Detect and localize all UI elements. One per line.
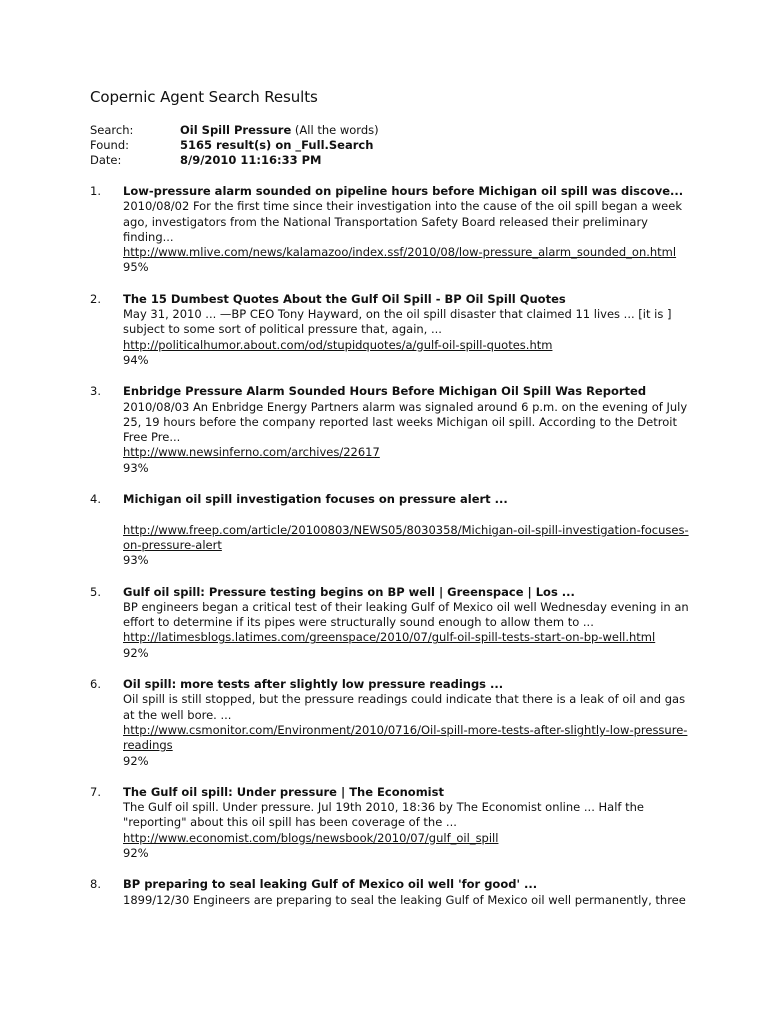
result-body (123, 785, 690, 861)
result-url-link[interactable]: http://www.csmonitor.com/Environment/2010/0716/Oil-spill-more-tests-after-slightly-low-pressure-readings (123, 722, 688, 753)
found-count: 5165 result(s) on _Full.Search (180, 138, 374, 152)
result-url-link[interactable]: http://www.newsinferno.com/archives/22617 (123, 445, 380, 460)
result-snippet: Oil spill is still stopped, but the pressure readings could indicate that there is a leak of oil and gas at the well bore. ... (123, 692, 686, 722)
result-snippet: 2010/08/02 For the first time since their investigation into the cause of the oil spill began a week ago, investigators from the National Transportation Safety Board released their preliminary finding... (123, 199, 682, 244)
result-body (123, 492, 690, 568)
result-body (123, 292, 690, 368)
result-title: Michigan oil spill investigation focuses on pressure alert ... (123, 492, 508, 507)
search-mode: (All the words) (291, 123, 379, 137)
meta-search-label: Search: (90, 123, 134, 137)
result-title: Oil spill: more tests after slightly low pressure readings ... (123, 677, 504, 692)
search-query: Oil Spill Pressure (180, 123, 292, 137)
result-number: 1. (90, 184, 101, 198)
meta-found-row (90, 138, 690, 153)
result-snippet: 1899/12/30 Engineers are preparing to seal the leaking Gulf of Mexico oil well permanently, three (123, 892, 686, 907)
result-url-link[interactable]: http://www.freep.com/article/20100803/NEWS05/8030358/Michigan-oil-spill-investigation-focuses-on-pressure-alert (123, 522, 689, 552)
meta-date-row (90, 153, 690, 168)
result-title: Gulf oil spill: Pressure testing begins on BP well | Greenspace | Los ... (123, 584, 575, 599)
result-body (123, 877, 690, 908)
result-relevance-score: 92% (123, 845, 149, 860)
result-url-link[interactable]: http://latimesblogs.latimes.com/greenspace/2010/07/gulf-oil-spill-tests-start-on-bp-well.html (123, 630, 656, 645)
result-url-link[interactable]: http://politicalhumor.about.com/od/stupidquotes/a/gulf-oil-spill-quotes.htm (123, 337, 553, 352)
result-body (123, 384, 690, 476)
result-url-link[interactable]: http://www.economist.com/blogs/newsbook/2010/07/gulf_oil_spill (123, 830, 499, 845)
result-relevance-score: 94% (123, 352, 149, 367)
result-number: 8. (90, 877, 101, 892)
result-number: 4. (90, 492, 101, 507)
meta-found-label: Found: (90, 138, 129, 152)
result-snippet: May 31, 2010 ... —BP CEO Tony Hayward, on the oil spill disaster that claimed 11 lives ... [it is ] subject to some sort of political pressure that, again, ... (123, 307, 672, 337)
search-results-document (90, 88, 690, 924)
page-title: Copernic Agent Search Results (90, 88, 318, 106)
meta-search-row (90, 123, 690, 138)
result-item (90, 677, 690, 769)
meta-date-label: Date: (90, 153, 122, 167)
result-relevance-score: 95% (123, 260, 149, 275)
result-snippet (123, 507, 690, 522)
result-item (90, 292, 690, 368)
result-snippet: 2010/08/03 An Enbridge Energy Partners alarm was signaled around 6 p.m. on the evening of July 25, 19 hours before the company reported last weeks Michigan oil spill. According to the Detroit Free Pre... (123, 399, 688, 445)
search-date: 8/9/2010 11:16:33 PM (180, 153, 322, 167)
result-snippet: The Gulf oil spill. Under pressure. Jul 19th 2010, 18:36 by The Economist online ... Half the "reporting" about this oil spill has been coverage of the ... (123, 800, 644, 830)
result-item (90, 184, 690, 276)
result-body (123, 585, 690, 661)
result-title: Enbridge Pressure Alarm Sounded Hours Before Michigan Oil Spill Was Reported (123, 384, 647, 399)
meta-date-value (180, 153, 322, 168)
result-item (90, 384, 690, 476)
result-body (123, 677, 690, 769)
result-relevance-score: 92% (123, 753, 149, 768)
search-metadata (90, 123, 690, 168)
result-title: The 15 Dumbest Quotes About the Gulf Oil Spill - BP Oil Spill Quotes (123, 291, 566, 306)
result-item (90, 785, 690, 861)
result-number: 6. (90, 677, 101, 692)
result-title: BP preparing to seal leaking Gulf of Mexico oil well 'for good' ... (123, 877, 538, 892)
result-item (90, 585, 690, 661)
result-item (90, 877, 690, 908)
result-item (90, 492, 690, 568)
result-number: 7. (90, 784, 101, 799)
result-relevance-score: 92% (123, 645, 149, 660)
result-url-link[interactable]: http://www.mlive.com/news/kalamazoo/index.ssf/2010/08/low-pressure_alarm_sounded_on.html (123, 245, 677, 260)
meta-found-value (180, 138, 373, 153)
result-relevance-score: 93% (123, 553, 149, 568)
result-title: The Gulf oil spill: Under pressure | The Economist (123, 784, 444, 799)
meta-search-value (180, 123, 379, 138)
result-number: 5. (90, 584, 101, 599)
result-title: Low-pressure alarm sounded on pipeline hours before Michigan oil spill was discove... (123, 184, 684, 198)
result-relevance-score: 93% (123, 460, 149, 475)
result-number: 2. (90, 291, 101, 306)
result-snippet: BP engineers began a critical test of their leaking Gulf of Mexico oil well Wednesday evening in an effort to determine if its pipes were structurally sound enough to allow them to ... (123, 599, 689, 630)
result-body (123, 184, 690, 276)
result-number: 3. (90, 384, 101, 399)
results-list (90, 184, 690, 908)
